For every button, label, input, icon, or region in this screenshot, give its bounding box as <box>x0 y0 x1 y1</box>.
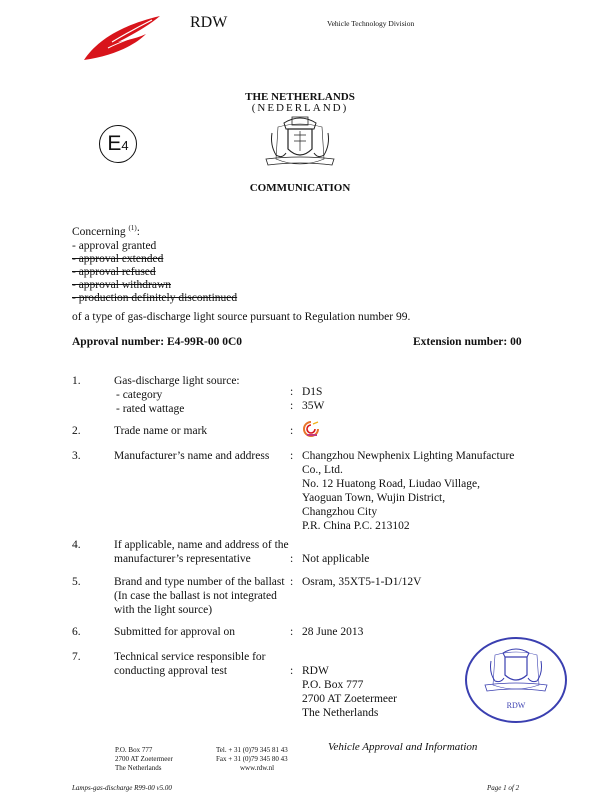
item-colon: : <box>290 450 294 462</box>
item-2 <box>0 424 600 440</box>
item-number: 7. <box>72 651 81 663</box>
item-colon: : <box>290 665 294 677</box>
footer-web: www.rdw.nl <box>240 764 275 772</box>
coat-of-arms-icon <box>262 115 338 173</box>
item-number: 2. <box>72 425 81 437</box>
item-label: Trade name or mark <box>114 425 208 437</box>
concerning-colon: : <box>136 225 140 238</box>
rdw-logo-icon <box>82 12 164 64</box>
address-line: Changzhou Newphenix Lighting Manufacture <box>302 450 515 462</box>
item-colon: : <box>290 626 294 638</box>
item-4-label-line: manufacturer’s representative <box>114 553 251 565</box>
option-withdrawn: - approval withdrawn <box>72 279 171 291</box>
approval-number: Approval number: E4-99R-00 0C0 <box>72 336 243 348</box>
item-number: 6. <box>72 626 81 638</box>
item-number: 5. <box>72 576 81 588</box>
item-colon: : <box>290 553 294 565</box>
address-line: Changzhou City <box>302 506 378 518</box>
technical-service-address <box>302 664 397 720</box>
item-colon: : <box>290 400 294 412</box>
address-line: The Netherlands <box>302 707 379 719</box>
trade-mark-logo-icon <box>301 420 321 438</box>
org-name: RDW <box>190 14 228 31</box>
stamp-coat-of-arms-icon <box>481 645 551 695</box>
footer-address-line: The Netherlands <box>115 764 162 772</box>
representative-value: Not applicable <box>302 553 370 565</box>
item-5-label-line: with the light source) <box>114 604 213 616</box>
e-mark-number: 4 <box>121 138 129 153</box>
item-4-label-line: If applicable, name and address of the <box>114 539 289 551</box>
footer-address-line: P.O. Box 777 <box>115 746 153 754</box>
item-label <box>114 575 285 617</box>
communication-title: COMMUNICATION <box>249 182 351 194</box>
address-line: No. 12 Huatong Road, Liudao Village, <box>302 478 480 490</box>
item-label <box>114 374 240 416</box>
item-number: 4. <box>72 539 81 551</box>
item-label <box>114 650 266 678</box>
item-7-label-line: Technical service responsible for <box>114 651 266 663</box>
item-label: Manufacturer’s name and address <box>114 450 270 462</box>
e-mark-icon <box>99 125 137 163</box>
address-line: RDW <box>302 665 329 677</box>
concerning-label <box>72 221 140 239</box>
stamp-label: RDW <box>506 701 526 710</box>
regulation-statement: of a type of gas-discharge light source pursuant to Regulation number 99. <box>72 311 411 323</box>
footnote-ref: (1) <box>128 224 137 232</box>
item-5-label-line: Brand and type number of the ballast <box>114 576 285 588</box>
item-1-wattage-value: 35W <box>302 400 325 412</box>
footer-tagline: Vehicle Approval and Information <box>328 741 478 753</box>
rdw-stamp <box>465 637 567 723</box>
footer-tel: Tel. + 31 (0)79 345 81 43 <box>216 746 288 754</box>
country-local: (NEDERLAND) <box>251 102 349 114</box>
item-4 <box>0 538 600 568</box>
extension-number: Extension number: 00 <box>413 336 522 348</box>
item-3 <box>0 449 600 535</box>
item-7-label-line: conducting approval test <box>114 665 228 677</box>
page-number: Page 1 of 2 <box>487 784 520 792</box>
footer-address <box>115 746 173 773</box>
item-label <box>114 538 289 566</box>
concerning-word: Concerning <box>72 225 126 238</box>
item-number: 3. <box>72 450 81 462</box>
doc-reference: Lamps-gas-discharge R99-00 v5.00 <box>72 784 172 792</box>
e-mark-letter: E <box>107 132 122 155</box>
address-line: 2700 AT Zoetermeer <box>302 693 397 705</box>
item-colon: : <box>290 425 294 437</box>
item-5-label-line: (In case the ballast is not integrated <box>114 590 277 602</box>
item-1 <box>0 374 600 416</box>
item-5 <box>0 575 600 619</box>
country-title: THE NETHERLANDS <box>245 91 355 103</box>
ballast-value: Osram, 35XT5-1-D1/12V <box>302 576 422 588</box>
footer-fax: Fax + 31 (0)79 345 80 43 <box>216 755 288 763</box>
option-extended: - approval extended <box>72 253 164 265</box>
item-1-sub-wattage: - rated wattage <box>116 403 185 415</box>
item-1-sub-category: - category <box>116 389 163 401</box>
item-label: Submitted for approval on <box>114 626 236 638</box>
item-1-category-value: D1S <box>302 386 323 398</box>
address-line: P.O. Box 777 <box>302 679 364 691</box>
item-1-title: Gas-discharge light source: <box>114 375 240 387</box>
option-refused: - approval refused <box>72 266 156 278</box>
option-discontinued: - production definitely discontinued <box>72 292 238 304</box>
item-colon: : <box>290 386 294 398</box>
address-line: Yaoguan Town, Wujin District, <box>302 492 446 504</box>
manufacturer-address <box>302 449 514 533</box>
footer-address-line: 2700 AT Zoetermeer <box>115 755 173 763</box>
address-line: Co., Ltd. <box>302 464 343 476</box>
option-granted: - approval granted <box>72 240 157 252</box>
item-number: 1. <box>72 375 81 387</box>
address-line: P.R. China P.C. 213102 <box>302 520 410 532</box>
submitted-date: 28 June 2013 <box>302 626 364 638</box>
item-colon: : <box>290 576 294 588</box>
footer-contact <box>216 746 288 773</box>
division-name: Vehicle Technology Division <box>327 19 415 28</box>
